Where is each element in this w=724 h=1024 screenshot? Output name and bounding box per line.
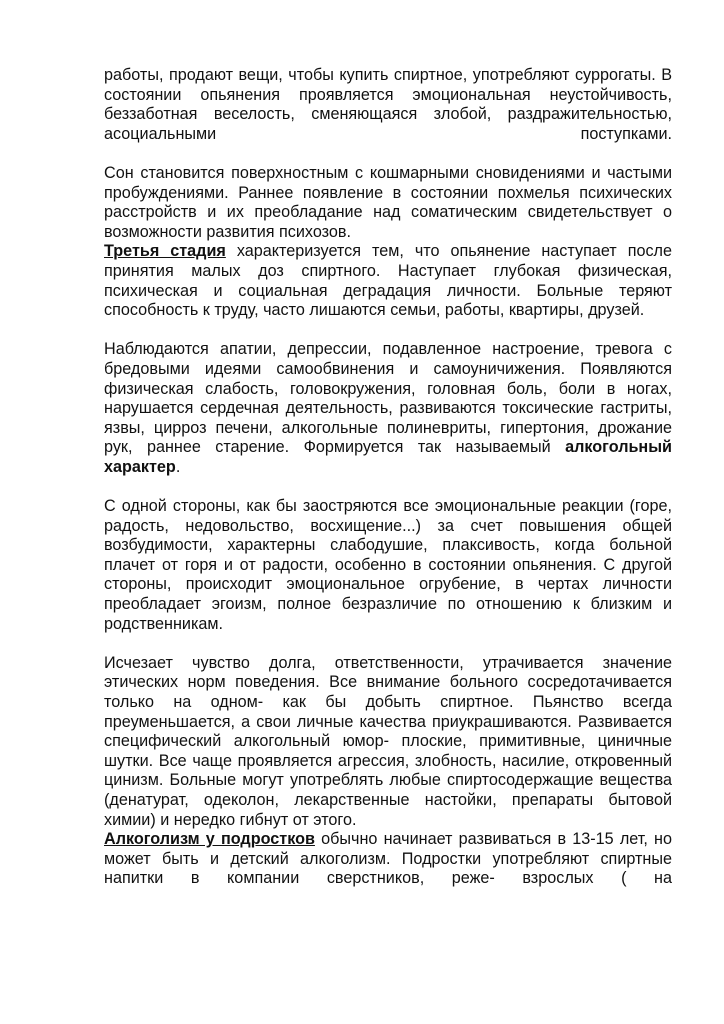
paragraph-7 — [104, 830, 672, 889]
paragraph-3-text: характеризуется тем, что опьянение наступает после принятия малых доз спиртного. Наступает глубокая физическая, психическая и социальная деградация личности. Больные теряют способность к труду, часто лишаются семьи, работы, квартиры, друзей. — [104, 242, 673, 320]
paragraph-3 — [104, 242, 672, 320]
paragraph-1-text: работы, продают вещи, чтобы купить спиртное, употребляют суррогаты. В состоянии опьянения проявляется эмоциональная неустойчивость, беззаботная веселость, сменяющаяся злобой, раздражительностью, асоциальными поступками. — [104, 66, 672, 143]
paragraph-1 — [104, 66, 672, 144]
paragraph-2-text: Сон становится поверхностным с кошмарными сновидениями и частыми пробуждениями. Раннее появление в состоянии похмелья психических расстройств и их преобладание над соматическим свидетельствует о возможности развития психозов. — [104, 163, 672, 241]
paragraph-5 — [104, 497, 672, 634]
paragraph-6 — [104, 654, 672, 830]
paragraph-4-tail: . — [175, 457, 181, 476]
document-page — [104, 66, 672, 889]
paragraph-gap — [104, 321, 672, 341]
paragraph-7-heading: Алкоголизм у подростков — [104, 830, 315, 849]
paragraph-gap — [104, 634, 672, 654]
paragraph-gap — [104, 477, 672, 497]
paragraph-3-heading: Третья стадия — [104, 242, 226, 261]
paragraph-4 — [104, 340, 672, 477]
paragraph-7-text: обычно начинает развиваться в 13-15 лет, но может быть и детский алкоголизм. Подростки употребляют спиртные напитки в компании сверстников, реже- взрослых ( на — [104, 830, 673, 888]
paragraph-4-emphasis: алкогольный характер — [104, 438, 672, 476]
paragraph-6-text: Исчезает чувство долга, ответственности, утрачивается значение этических норм поведения. Все внимание больного сосредотачивается только на одном- как бы добыть спиртное. Пьянство всегда преуменьшается, а свои личные качества приукрашиваются. Развивается специфический алкогольный юмор- плоские, примитивные, циничные шутки. Все чаще проявляется агрессия, злобность, насилие, откровенный цинизм. Больные могут употреблять любые спиртосодержащие вещества (денатурат, одеколон, лекарственные настойки, препараты бытовой химии) и нередко гибнут от этого. — [104, 653, 672, 829]
paragraph-2 — [104, 164, 672, 242]
paragraph-4-text: Наблюдаются апатии, депрессии, подавленное настроение, тревога с бредовыми идеями самообвинения и самоуничижения. Появляются физическая слабость, головокружения, головная боль, боли в ногах, нарушается сердечная деятельность, развиваются токсические гастриты, язвы, цирроз печени, алкогольные полиневриты, гипертония, дрожание рук, раннее старение. Формируется так называемый — [104, 340, 672, 457]
paragraph-5-text: С одной стороны, как бы заостряются все эмоциональные реакции (горе, радость, недовольство, восхищение...) за счет повышения общей возбудимости, характерны слабодушие, плаксивость, когда больной плачет от горя и от радости, особенно в состоянии опьянения. С другой стороны, происходит эмоциональное огрубение, в чертах личности преобладает эгоизм, полное безразличие по отношению к близким и родственникам. — [104, 497, 672, 633]
paragraph-gap — [104, 144, 672, 164]
